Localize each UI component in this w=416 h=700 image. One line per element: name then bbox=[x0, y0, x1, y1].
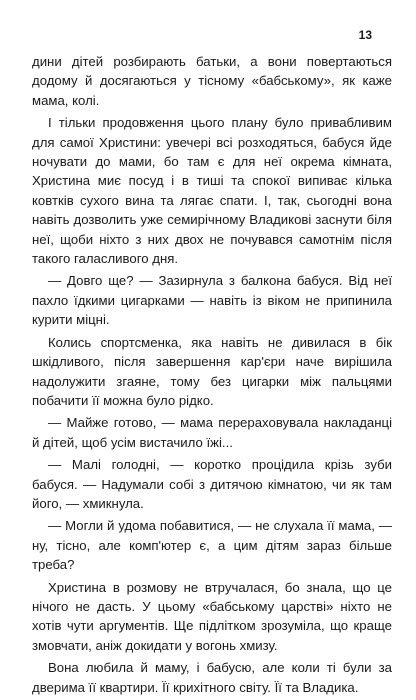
paragraph-2: І тільки продовження цього плану було привабливим для самої Христини: увечері всі розходяться, бабуся йде ночувати до мами, бо там є для неї окрема кімната, Христина миє посуд і в тиші та спокої випиває кілька ковтків сухого вина та лягає спати. І, так, сьогодні вона навіть дозволить уже семирічному Владикові заснути біля неї, щоби ніхто з них двох не почувався самотнім після такого галасливого дня. bbox=[32, 115, 392, 267]
page-text bbox=[32, 52, 392, 700]
paragraph-9: Вона любила й маму, і бабусю, але коли ті були за дверима її квартири. Її крихітного світу. Її та Владика. bbox=[32, 660, 392, 695]
paragraph-5: — Майже готово, — мама перераховувала накладанці й дітей, щоб усім вистачило їжі... bbox=[32, 415, 392, 450]
paragraph-6: — Малі голодні, — коротко процідила крізь зуби бабуся. — Надумали собі з дитячою кімнатою, чи як там його, — хмикнула. bbox=[32, 457, 392, 511]
paragraph-4: Колись спортсменка, яка навіть не дивилася в бік шкідливого, після завершення кар'єри наче вирішила надолужити згаяне, тому без цигарки між пальцями побачити її можна було рідко. bbox=[32, 334, 392, 408]
paragraph-1: дини дітей розбирають батьки, а вони повертаються додому й досягаються у тісному «бабському», як каже мама, колі. bbox=[32, 54, 392, 108]
page-number: 13 bbox=[358, 28, 372, 42]
paragraph-7: — Могли й удома побавитися, — не слухала її мама, — ну, тісно, але комп'ютер є, а цим дітям зараз більше треба? bbox=[32, 518, 392, 573]
paragraph-8: Христина в розмову не втручалася, бо знала, що це нічого не дасть. У цьому «бабському царстві» ніхто не хотів чути аргументів. Ще підлітком зрозуміла, що краще змовчати, аніж докидати у вогонь хмизу. bbox=[32, 579, 392, 653]
paragraph-3: — Довго ще? — Зазирнула з балкона бабуся. Від неї пахло їдкими цигарками — навіть із віком не припинила курити міцні. bbox=[32, 273, 392, 328]
